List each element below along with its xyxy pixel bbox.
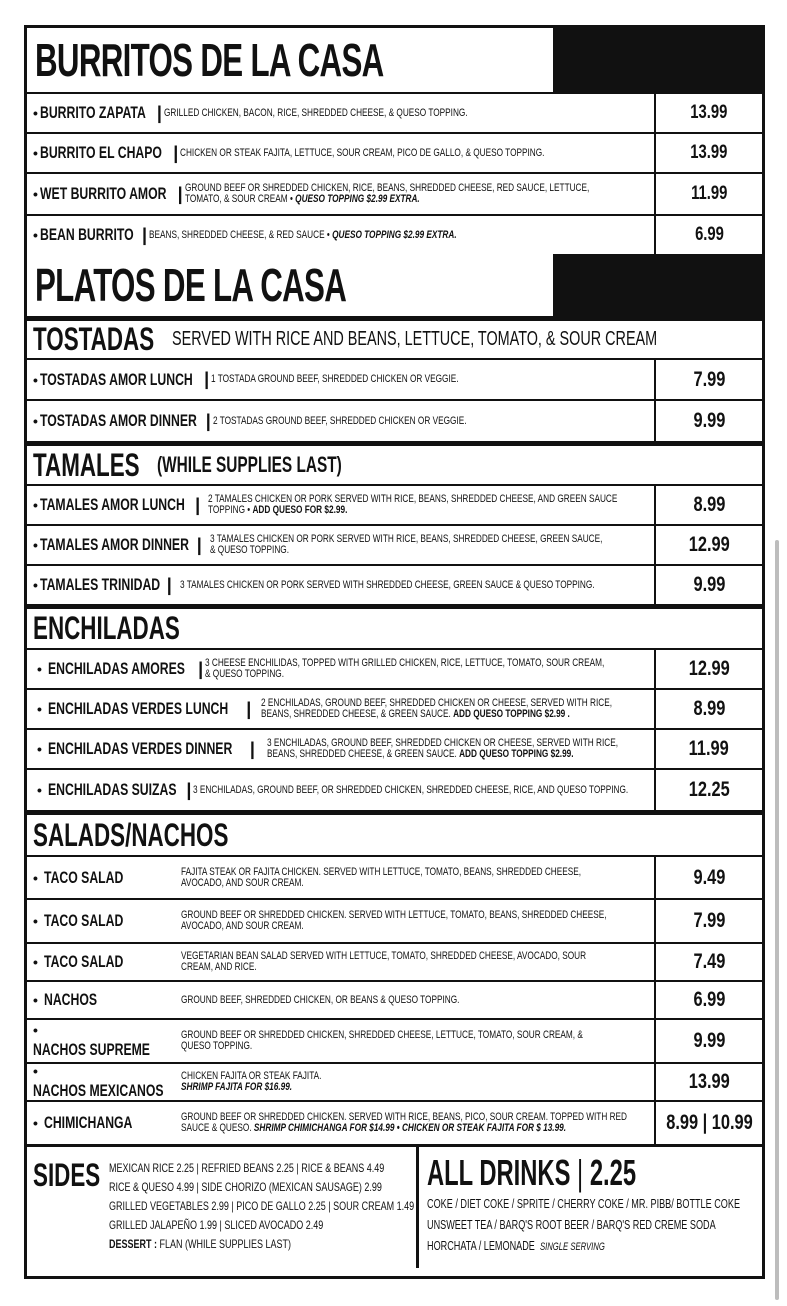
item-price: 13.99	[654, 134, 762, 172]
item-price: 11.99	[654, 730, 762, 768]
drinks-list: COKE / DIET COKE / SPRITE / CHERRY COKE / MR. PIBB/ BOTTLE COKE UNSWEET TEA / BARQ'S ROOT BEER / BARQ'S RED CREME SODA HORCHATA / LEMONADE SINGLE SERVING	[427, 1196, 741, 1253]
burritos-header	[27, 28, 762, 92]
item-name: TACO SALAD	[44, 952, 124, 971]
item-name: TACO SALAD	[44, 911, 124, 930]
item-name: CHIMICHANGA	[44, 1113, 133, 1132]
item-desc: 3 ENCHILADAS, GROUND BEEF, SHREDDED CHICKEN OR CHEESE, SERVED WITH RICE,	[266, 737, 618, 749]
item-desc: GROUND BEEF OR SHREDDED CHICKEN. SERVED WITH RICE, BEANS, PICO, SOUR CREAM. TOPPED WITH RED	[181, 1111, 628, 1123]
item-desc: 3 ENCHILADAS, GROUND BEEF, OR SHREDDED CHICKEN, SHREDDED CHEESE, RICE, AND QUESO TOPPING.	[193, 783, 629, 796]
menu-item: • WET BURRITO AMOR | GROUND BEEF OR SHREDDED CHICKEN, RICE, BEANS, SHREDDED CHEESE, RED SAUCE, LETTUCE, TOMATO, & SOUR CREAM • QUESO TOPPING $2.99 EXTRA. 11.99	[27, 174, 762, 216]
item-desc: GRILLED CHICKEN, BACON, RICE, SHREDDED CHEESE, & QUESO TOPPING.	[163, 106, 468, 119]
item-desc: FAJITA STEAK OR FAJITA CHICKEN. SERVED WITH LETTUCE, TOMATO, BEANS, SHREDDED CHEESE,	[181, 865, 582, 878]
tamales-subtitle: (WHILE SUPPLIES LAST)	[157, 452, 343, 477]
item-name: TAMALES AMOR LUNCH	[39, 495, 185, 514]
item-price: 9.99	[654, 1020, 762, 1062]
menu-item: • CHIMICHANGA GROUND BEEF OR SHREDDED CHICKEN. SERVED WITH RICE, BEANS, PICO, SOUR CREAM. TOPPED WITH RED SAUCE & QUESO. SHRIMP CHIMICHANGA FOR $14.99 • CHICKEN OR STEAK FAJITA FOR $ 13.99. 8.99 | 10.99	[27, 1102, 762, 1147]
item-desc: GROUND BEEF OR SHREDDED CHICKEN. SERVED WITH LETTUCE, TOMATO, BEANS, SHREDDED CHEESE,	[181, 909, 607, 921]
menu-item: • TAMALES TRINIDAD | 3 TAMALES CHICKEN OR PORK SERVED WITH SHREDDED CHEESE, GREEN SAUCE & QUESO TOPPING. 9.99	[27, 566, 762, 604]
sides-title: SIDES	[33, 1157, 101, 1193]
menu-item: • BEAN BURRITO | BEANS, SHREDDED CHEESE, & RED SAUCE • QUESO TOPPING $2.99 EXTRA. 6.99	[27, 216, 762, 254]
item-name: TAMALES AMOR DINNER	[39, 535, 189, 554]
menu-item: • TAMALES AMOR LUNCH | 2 TAMALES CHICKEN OR PORK SERVED WITH RICE, BEANS, SHREDDED CHEESE, AND GREEN SAUCE TOPPING • ADD QUESO FOR $2.99. 8.99	[27, 486, 762, 526]
menu-item: • NACHOS MEXICANOS CHICKEN FAJITA OR STEAK FAJITA. SHRIMP FAJITA FOR $16.99. 13.99	[27, 1064, 762, 1102]
item-name: TAMALES TRINIDAD	[39, 575, 161, 594]
sides-list: MEXICAN RICE 2.25 | REFRIED BEANS 2.25 | RICE & BEANS 4.49 RICE & QUESO 4.99 | SIDE CHORIZO (MEXICAN SAUSAGE) 2.99 GRILLED VEGETABLES 2.99 | PICO DE GALLO 2.25 | SOUR CREAM 1.49 GRILLED JALAPEÑO 1.99 | SLICED AVOCADO 2.49 DESSERT : FLAN (WHILE SUPPLIES LAST)	[109, 1161, 415, 1251]
drinks-price: 2.25	[589, 1152, 637, 1193]
item-price: 6.99	[654, 216, 762, 254]
item-desc: CHICKEN FAJITA OR STEAK FAJITA.	[181, 1070, 322, 1082]
item-desc: GROUND BEEF OR SHREDDED CHICKEN, SHREDDED CHEESE, LETTUCE, TOMATO, SOUR CREAM, &	[181, 1029, 583, 1041]
item-desc: 3 TAMALES CHICKEN OR PORK SERVED WITH SHREDDED CHEESE, GREEN SAUCE & QUESO TOPPING.	[179, 578, 595, 591]
enchiladas-header	[27, 604, 762, 650]
item-price: 9.99	[654, 566, 762, 604]
item-name: ENCHILADAS AMORES	[47, 659, 185, 678]
item-price: 8.99	[654, 690, 762, 728]
item-name: WET BURRITO AMOR	[39, 184, 167, 203]
menu-item: • TOSTADAS AMOR DINNER | 2 TOSTADAS GROUND BEEF, SHREDDED CHICKEN OR VEGGIE. 9.99	[27, 401, 762, 441]
sides-section	[27, 1147, 419, 1268]
menu-item: • TACO SALAD GROUND BEEF OR SHREDDED CHICKEN. SERVED WITH LETTUCE, TOMATO, BEANS, SHREDDED CHEESE, AVOCADO, AND SOUR CREAM. 7.99	[27, 900, 762, 944]
item-name: NACHOS MEXICANOS	[33, 1081, 164, 1100]
item-name: ENCHILADAS VERDES DINNER	[47, 739, 233, 758]
menu-item: • TAMALES AMOR DINNER | 3 TAMALES CHICKEN OR PORK SERVED WITH RICE, BEANS, SHREDDED CHEESE, GREEN SAUCE, & QUESO TOPPING. 12.99	[27, 526, 762, 566]
item-name: TOSTADAS AMOR DINNER	[39, 411, 197, 430]
enchiladas-title: ENCHILADAS	[33, 610, 180, 646]
item-price: 6.99	[654, 982, 762, 1018]
item-price: 9.99	[654, 401, 762, 441]
sides-drinks-area	[27, 1147, 762, 1268]
scrollbar[interactable]	[775, 540, 779, 1300]
drinks-section: ALL DRINKS | 2.25 COKE / DIET COKE / SPRITE / CHERRY COKE / MR. PIBB/ BOTTLE COKE UNSWEET TEA / BARQ'S ROOT BEER / BARQ'S RED CREME SODA HORCHATA / LEMONADE SINGLE SERVING	[419, 1147, 787, 1268]
menu-item: • ENCHILADAS VERDES LUNCH | 2 ENCHILADAS, GROUND BEEF, SHREDDED CHICKEN OR CHEESE, SERVED WITH RICE, BEANS, SHREDDED CHEESE, & GREEN SAUCE. ADD QUESO TOPPING $2.99 . 8.99	[27, 690, 762, 730]
item-desc: CHICKEN OR STEAK FAJITA, LETTUCE, SOUR CREAM, PICO DE GALLO, & QUESO TOPPING.	[180, 146, 545, 159]
menu-item: • ENCHILADAS AMORES | 3 CHEESE ENCHILIDAS, TOPPED WITH GRILLED CHICKEN, RICE, LETTUCE, TOMATO, SOUR CREAM, & QUESO TOPPING. 12.99	[27, 650, 762, 690]
item-price: 11.99	[654, 174, 762, 214]
item-price: 12.25	[654, 770, 762, 810]
item-name: NACHOS	[44, 990, 98, 1009]
item-desc: GROUND BEEF, SHREDDED CHICKEN, OR BEANS & QUESO TOPPING.	[181, 993, 460, 1006]
menu-item: • BURRITO ZAPATA | GRILLED CHICKEN, BACON, RICE, SHREDDED CHEESE, & QUESO TOPPING. 13.99	[27, 94, 762, 134]
platos-header	[27, 254, 762, 316]
item-desc: 2 ENCHILADAS, GROUND BEEF, SHREDDED CHICKEN OR CHEESE, SERVED WITH RICE,	[261, 697, 613, 709]
item-desc: 2 TAMALES CHICKEN OR PORK SERVED WITH RICE, BEANS, SHREDDED CHEESE, AND GREEN SAUCE	[208, 493, 618, 505]
item-price: 7.99	[654, 360, 762, 399]
item-name: TOSTADAS AMOR LUNCH	[39, 369, 193, 389]
item-price: 7.99	[654, 900, 762, 942]
item-name: ENCHILADAS VERDES LUNCH	[47, 699, 229, 718]
item-desc: VEGETARIAN BEAN SALAD SERVED WITH LETTUCE, TOMATO, SHREDDED CHEESE, AVOCADO, SOUR	[181, 950, 587, 962]
item-name: BURRITO EL CHAPO	[39, 143, 162, 162]
menu-item: • BURRITO EL CHAPO | CHICKEN OR STEAK FAJITA, LETTUCE, SOUR CREAM, PICO DE GALLO, & QUESO TOPPING. 13.99	[27, 134, 762, 174]
item-price: 12.99	[654, 650, 762, 688]
item-name: ENCHILADAS SUIZAS	[47, 780, 177, 799]
item-price: 13.99	[654, 1064, 762, 1100]
tamales-header	[27, 441, 762, 486]
tostadas-subtitle: SERVED WITH RICE AND BEANS, LETTUCE, TOMATO, & SOUR CREAM	[172, 328, 658, 350]
item-price: 8.99	[654, 486, 762, 524]
item-price: 9.49	[654, 857, 762, 898]
menu-item: • NACHOS GROUND BEEF, SHREDDED CHICKEN, OR BEANS & QUESO TOPPING. 6.99	[27, 982, 762, 1020]
menu-item: • NACHOS SUPREME GROUND BEEF OR SHREDDED CHICKEN, SHREDDED CHEESE, LETTUCE, TOMATO, SOUR CREAM, & QUESO TOPPING. 9.99	[27, 1020, 762, 1064]
burritos-title: BURRITOS DE LA CASA	[35, 34, 384, 86]
menu-item: • TACO SALAD VEGETARIAN BEAN SALAD SERVED WITH LETTUCE, TOMATO, SHREDDED CHEESE, AVOCADO, SOUR CREAM, AND RICE. 7.49	[27, 944, 762, 982]
salads-title: SALADS/NACHOS	[33, 816, 229, 853]
menu-board	[24, 25, 765, 1279]
tamales-title: TAMALES	[33, 446, 140, 483]
menu-item: • TOSTADAS AMOR LUNCH | 1 TOSTADA GROUND BEEF, SHREDDED CHICKEN OR VEGGIE. 7.99	[27, 360, 762, 401]
item-desc: 2 TOSTADAS GROUND BEEF, SHREDDED CHICKEN OR VEGGIE.	[212, 414, 467, 427]
tostadas-title: TOSTADAS	[33, 321, 155, 357]
item-desc: 3 CHEESE ENCHILIDAS, TOPPED WITH GRILLED CHICKEN, RICE, LETTUCE, TOMATO, SOUR CREAM,	[205, 657, 605, 669]
item-price: 12.99	[654, 526, 762, 564]
item-desc: 3 TAMALES CHICKEN OR PORK SERVED WITH RICE, BEANS, SHREDDED CHEESE, GREEN SAUCE,	[209, 533, 603, 545]
menu-item: • TACO SALAD FAJITA STEAK OR FAJITA CHICKEN. SERVED WITH LETTUCE, TOMATO, BEANS, SHREDDED CHEESE, AVOCADO, AND SOUR CREAM. 9.49	[27, 857, 762, 900]
item-name: TACO SALAD	[44, 867, 124, 887]
tostadas-header	[27, 316, 762, 360]
item-price: 8.99 | 10.99	[654, 1102, 762, 1144]
salads-header	[27, 810, 762, 857]
item-desc: GROUND BEEF OR SHREDDED CHICKEN, RICE, BEANS, SHREDDED CHEESE, RED SAUCE, LETTUCE,	[184, 182, 589, 194]
menu-item: • ENCHILADAS VERDES DINNER | 3 ENCHILADAS, GROUND BEEF, SHREDDED CHICKEN OR CHEESE, SERVED WITH RICE, BEANS, SHREDDED CHEESE, & GREEN SAUCE. ADD QUESO TOPPING $2.99. 11.99	[27, 730, 762, 770]
menu-item: • ENCHILADAS SUIZAS | 3 ENCHILADAS, GROUND BEEF, OR SHREDDED CHICKEN, SHREDDED CHEESE, RICE, AND QUESO TOPPING. 12.25	[27, 770, 762, 810]
item-price: 7.49	[654, 944, 762, 980]
drinks-title: ALL DRINKS	[427, 1152, 571, 1193]
item-name: NACHOS SUPREME	[33, 1040, 150, 1059]
item-desc: BEANS, SHREDDED CHEESE, & RED SAUCE •	[148, 228, 330, 241]
item-name: BURRITO ZAPATA	[39, 103, 146, 122]
item-name: BEAN BURRITO	[39, 225, 134, 244]
platos-title: PLATOS DE LA CASA	[35, 259, 347, 311]
item-desc: 1 TOSTADA GROUND BEEF, SHREDDED CHICKEN OR VEGGIE.	[211, 373, 459, 385]
item-price: 13.99	[654, 94, 762, 132]
